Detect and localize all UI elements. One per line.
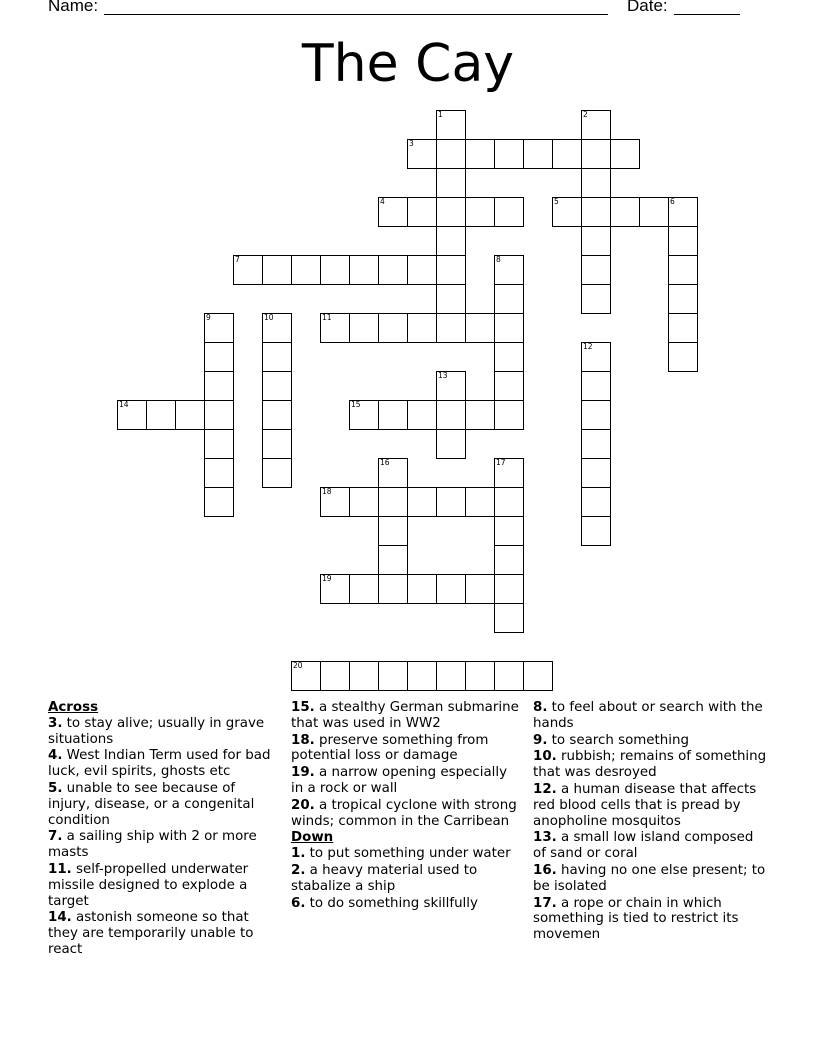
clue-down: 10. rubbish; remains of something that was desroyed: [533, 749, 767, 781]
crossword-cell[interactable]: [436, 313, 466, 343]
crossword-cell[interactable]: [494, 197, 524, 227]
clue-number: 20: [293, 661, 303, 670]
crossword-cell[interactable]: [465, 487, 495, 517]
crossword-cell[interactable]: [494, 255, 524, 285]
crossword-cell[interactable]: [349, 313, 379, 343]
crossword-cell[interactable]: [436, 661, 466, 691]
crossword-cell[interactable]: [407, 400, 437, 430]
crossword-cell[interactable]: [581, 255, 611, 285]
crossword-cell[interactable]: [204, 313, 234, 343]
crossword-cell[interactable]: [436, 574, 466, 604]
crossword-cell[interactable]: [494, 342, 524, 372]
crossword-cell[interactable]: [523, 139, 553, 169]
crossword-cell[interactable]: [494, 139, 524, 169]
crossword-cell[interactable]: [436, 371, 466, 401]
crossword-cell[interactable]: [407, 574, 437, 604]
crossword-cell[interactable]: [378, 574, 408, 604]
crossword-cell[interactable]: [668, 342, 698, 372]
clue-down: 1. to put something under water: [291, 846, 511, 862]
crossword-cell[interactable]: [465, 574, 495, 604]
clue-number: 17: [496, 458, 506, 467]
clue-across: 3. to stay alive; usually in grave situations: [48, 715, 265, 747]
crossword-cell[interactable]: [494, 661, 524, 691]
clue-number: 12: [583, 342, 593, 351]
crossword-cell[interactable]: [349, 255, 379, 285]
clue-number: 10: [264, 313, 274, 322]
puzzle-title: The Cay: [301, 34, 515, 94]
crossword-cell[interactable]: [378, 661, 408, 691]
clue-across: 5. unable to see because of injury, disease, or a congenital condition: [48, 780, 255, 828]
crossword-cell[interactable]: [262, 371, 292, 401]
crossword-cell[interactable]: [581, 342, 611, 372]
crossword-cell[interactable]: [436, 197, 466, 227]
crossword-cell[interactable]: [581, 429, 611, 459]
crossword-cell[interactable]: [610, 139, 640, 169]
clue-down: 9. to search something: [533, 732, 689, 748]
crossword-cell[interactable]: [407, 661, 437, 691]
crossword-cell[interactable]: [494, 400, 524, 430]
clue-number: 16: [380, 458, 390, 467]
clue-number: 6: [670, 197, 675, 206]
crossword-cell[interactable]: [436, 168, 466, 198]
crossword-cell[interactable]: [436, 139, 466, 169]
clue-number: 7: [235, 255, 240, 264]
crossword-cell[interactable]: [639, 197, 669, 227]
clue-across: 15. a stealthy German submarine that was used in WW2: [291, 700, 519, 731]
crossword-cell[interactable]: [407, 197, 437, 227]
clue-down: 17. a rope or chain in which something is tied to restrict its movemen: [533, 895, 739, 943]
clue-number: 19: [322, 574, 332, 583]
crossword-cell[interactable]: [175, 400, 205, 430]
clue-across: 11. self-propelled underwater missile designed to explode a target: [48, 861, 249, 909]
clue-down: 6. to do something skillfully: [291, 895, 478, 911]
clue-across: 20. a tropical cyclone with strong winds; common in the Carribean: [291, 797, 517, 829]
crossword-cell[interactable]: [494, 313, 524, 343]
crossword-cell[interactable]: [610, 197, 640, 227]
crossword-cell[interactable]: [668, 255, 698, 285]
crossword-cell[interactable]: [378, 487, 408, 517]
crossword-cell[interactable]: [581, 284, 611, 314]
crossword-cell[interactable]: [204, 400, 234, 430]
clue-across: 7. a sailing ship with 2 or more masts: [48, 829, 257, 861]
crossword-cell[interactable]: [465, 197, 495, 227]
name-field[interactable]: [104, 14, 608, 15]
down-heading: Down: [291, 830, 334, 846]
crossword-cell[interactable]: [146, 400, 176, 430]
clue-number: 15: [351, 400, 361, 409]
crossword-cell[interactable]: [262, 342, 292, 372]
crossword-cell[interactable]: [494, 458, 524, 488]
clue-down: 13. a small low island composed of sand or coral: [533, 830, 754, 862]
crossword-cell[interactable]: [436, 284, 466, 314]
crossword-cell[interactable]: [407, 139, 437, 169]
crossword-cell[interactable]: [581, 226, 611, 256]
crossword-cell[interactable]: [581, 110, 611, 140]
crossword-cell[interactable]: [494, 545, 524, 575]
crossword-cell[interactable]: [668, 313, 698, 343]
crossword-cell[interactable]: [581, 197, 611, 227]
clue-number: 3: [409, 139, 414, 148]
crossword-cell[interactable]: [465, 313, 495, 343]
crossword-cell[interactable]: [436, 429, 466, 459]
crossword-cell[interactable]: [378, 458, 408, 488]
crossword-cell[interactable]: [349, 661, 379, 691]
crossword-cell[interactable]: [436, 255, 466, 285]
clues-column-2: [291, 700, 523, 912]
crossword-cell[interactable]: [262, 255, 292, 285]
clue-number: 18: [322, 487, 332, 496]
crossword-cell[interactable]: [436, 400, 466, 430]
crossword-cell[interactable]: [581, 400, 611, 430]
clues-column-1: [48, 700, 280, 959]
crossword-cell[interactable]: [320, 313, 350, 343]
clue-number: 9: [206, 313, 211, 322]
crossword-cell[interactable]: [204, 371, 234, 401]
clue-number: 8: [496, 255, 501, 264]
clue-down: 16. having no one else present; to be isolated: [533, 862, 766, 894]
crossword-cell[interactable]: [581, 371, 611, 401]
clue-number: 5: [554, 197, 559, 206]
crossword-cell[interactable]: [581, 458, 611, 488]
crossword-cell[interactable]: [378, 197, 408, 227]
clue-number: 11: [322, 313, 332, 322]
crossword-cell[interactable]: [407, 313, 437, 343]
date-label: Date:: [627, 0, 668, 15]
crossword-cell[interactable]: [465, 139, 495, 169]
crossword-cell[interactable]: [378, 255, 408, 285]
crossword-cell[interactable]: [581, 168, 611, 198]
crossword-cell[interactable]: [668, 226, 698, 256]
across-heading: Across: [48, 700, 99, 715]
clue-across: 4. West Indian Term used for bad luck, evil spirits, ghosts etc: [48, 748, 271, 780]
clue-number: 13: [438, 371, 448, 380]
crossword-cell[interactable]: [407, 255, 437, 285]
crossword-cell[interactable]: [494, 516, 524, 546]
crossword-cell[interactable]: [262, 458, 292, 488]
crossword-cell[interactable]: [552, 139, 582, 169]
crossword-cell[interactable]: [581, 487, 611, 517]
crossword-cell[interactable]: [436, 226, 466, 256]
crossword-cell[interactable]: [378, 400, 408, 430]
clue-number: 4: [380, 197, 385, 206]
clues-column-3: [533, 700, 769, 944]
crossword-cell[interactable]: [436, 487, 466, 517]
crossword-cell[interactable]: [407, 487, 437, 517]
crossword-cell[interactable]: [204, 458, 234, 488]
crossword-cell[interactable]: [204, 342, 234, 372]
clue-across: 14. astonish someone so that they are temporarily unable to react: [48, 910, 254, 957]
date-field[interactable]: [674, 14, 740, 15]
clue-across: 19. a narrow opening especially in a rock or wall: [291, 765, 508, 796]
clue-number: 2: [583, 110, 588, 119]
crossword-cell[interactable]: [581, 139, 611, 169]
crossword-cell[interactable]: [320, 487, 350, 517]
clue-down: 12. a human disease that affects red blood cells that is pread by anopholine mosquitos: [533, 781, 757, 829]
crossword-cell[interactable]: [436, 110, 466, 140]
crossword-cell[interactable]: [349, 487, 379, 517]
crossword-cell[interactable]: [320, 661, 350, 691]
crossword-cell[interactable]: [291, 255, 321, 285]
crossword-cell[interactable]: [494, 574, 524, 604]
clue-down: 8. to feel about or search with the hands: [533, 700, 763, 731]
crossword-cell[interactable]: [523, 661, 553, 691]
crossword-cell[interactable]: [494, 603, 524, 633]
crossword-cell[interactable]: [465, 400, 495, 430]
crossword-cell[interactable]: [291, 661, 321, 691]
clue-down: 2. a heavy material used to stabalize a ship: [291, 862, 478, 894]
crossword-cell[interactable]: [262, 313, 292, 343]
crossword-cell[interactable]: [465, 661, 495, 691]
crossword-cell[interactable]: [262, 400, 292, 430]
clue-number: 14: [119, 400, 129, 409]
crossword-cell[interactable]: [262, 429, 292, 459]
crossword-cell[interactable]: [378, 313, 408, 343]
crossword-cell[interactable]: [668, 284, 698, 314]
crossword-cell[interactable]: [494, 284, 524, 314]
crossword-cell[interactable]: [378, 545, 408, 575]
crossword-cell[interactable]: [378, 516, 408, 546]
crossword-cell[interactable]: [349, 574, 379, 604]
crossword-cell[interactable]: [581, 516, 611, 546]
crossword-cell[interactable]: [233, 255, 263, 285]
clue-number: 1: [438, 110, 443, 119]
crossword-cell[interactable]: [320, 255, 350, 285]
crossword-cell[interactable]: [320, 574, 350, 604]
crossword-cell[interactable]: [668, 197, 698, 227]
crossword-cell[interactable]: [204, 429, 234, 459]
crossword-cell[interactable]: [349, 400, 379, 430]
crossword-cell[interactable]: [552, 197, 582, 227]
crossword-cell[interactable]: [117, 400, 147, 430]
crossword-cell[interactable]: [204, 487, 234, 517]
crossword-cell[interactable]: [494, 371, 524, 401]
name-label: Name:: [48, 0, 99, 15]
crossword-cell[interactable]: [494, 487, 524, 517]
clue-across: 18. preserve something from potential loss or damage: [291, 732, 489, 764]
